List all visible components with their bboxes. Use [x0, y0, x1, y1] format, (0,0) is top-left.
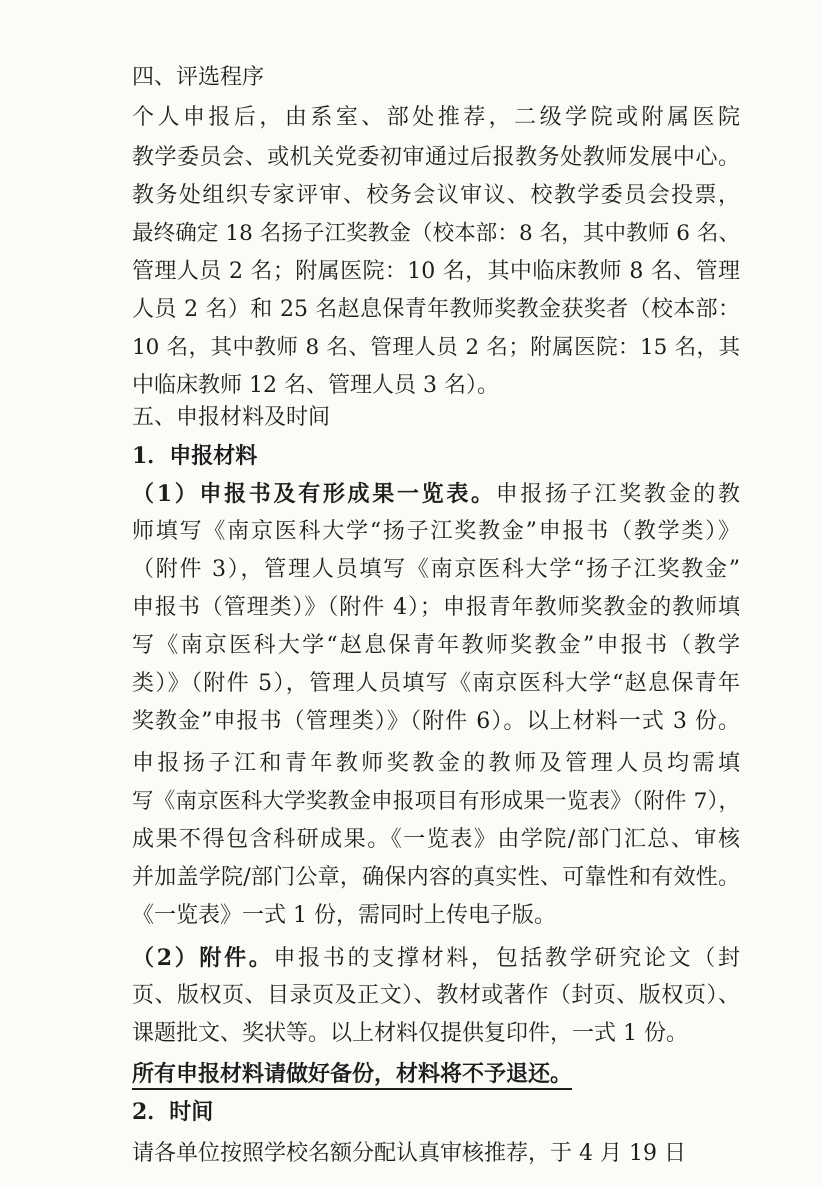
section-5-heading: 五、申报材料及时间 — [132, 405, 331, 430]
item-2-lead: （2）附件。 — [132, 945, 274, 971]
paragraph-line: 《一览表》一式 1 份，需同时上传电子版。 — [132, 903, 556, 928]
paragraph-line: （附件 3），管理人员填写《南京医科大学“扬子江奖教金” — [132, 557, 740, 582]
paragraph-line: 管理人员 2 名；附属医院：10 名，其中临床教师 8 名、管理 — [132, 259, 740, 284]
paragraph-line: 人员 2 名）和 25 名赵息保青年教师奖教金获奖者（校本部： — [132, 297, 740, 322]
paragraph-line: 奖教金”申报书（管理类）》（附件 6）。以上材料一式 3 份。 — [132, 709, 740, 734]
paragraph-line: 师填写《南京医科大学“扬子江奖教金”申报书（教学类）》 — [132, 519, 740, 544]
paragraph-line: 申报书（管理类）》（附件 4）；申报青年教师奖教金的教师填 — [132, 595, 740, 620]
paragraph-line: 成果不得包含科研成果。《一览表》由学院/部门汇总、审核 — [132, 827, 740, 852]
paragraph-line: 类）》（附件 5），管理人员填写《南京医科大学“赵息保青年 — [132, 671, 740, 696]
paragraph-line: 写《南京医科大学奖教金申报项目有形成果一览表》（附件 7）， — [132, 789, 740, 814]
notice-text: 所有申报材料请做好备份，材料将不予退还。 — [132, 1061, 573, 1087]
item-1-first-rest: 申报扬子江奖教金的教 — [495, 482, 740, 507]
paragraph-line: 教务处组织专家评审、校务会议审议、校教学委员会投票， — [132, 183, 740, 208]
paragraph-line: 中临床教师 12 名、管理人员 3 名）。 — [132, 373, 499, 398]
section-4-heading: 四、评选程序 — [132, 65, 265, 90]
paragraph-line: 10 名，其中教师 8 名、管理人员 2 名；附属医院：15 名，其 — [132, 335, 740, 360]
item-1-first-line — [132, 479, 740, 510]
paragraph-line: 最终确定 18 名扬子江奖教金（校本部：8 名，其中教师 6 名、 — [132, 221, 740, 246]
paragraph-line: 请各单位按照学校名额分配认真审核推荐，于 4 月 19 日 — [132, 1141, 686, 1166]
item-1-lead: （1）申报书及有形成果一览表。 — [132, 481, 496, 507]
paragraph-line: 教学委员会、或机关党委初审通过后报教务处教师发展中心。 — [132, 145, 740, 170]
paragraph-line: 页、版权页、目录页及正文）、教材或著作（封页、版权页）、 — [132, 983, 740, 1008]
paragraph-line: 并加盖学院/部门公章，确保内容的真实性、可靠性和有效性。 — [132, 865, 740, 890]
paragraph-line: 课题批文、奖状等。以上材料仅提供复印件，一式 1 份。 — [132, 1021, 688, 1046]
notice-line — [132, 1059, 740, 1089]
item-2-first-line — [132, 943, 740, 974]
item-2-first-rest: 申报书的支撑材料，包括教学研究论文（封 — [273, 946, 740, 971]
paragraph-line: 写《南京医科大学“赵息保青年教师奖教金”申报书（教学 — [132, 633, 740, 658]
subsection-1-heading: 1．申报材料 — [132, 443, 258, 469]
subsection-2-heading: 2．时间 — [132, 1099, 214, 1125]
paragraph-line: 个人申报后，由系室、部处推荐，二级学院或附属医院 — [132, 105, 740, 130]
paragraph-line: 申报扬子江和青年教师奖教金的教师及管理人员均需填 — [132, 751, 740, 776]
